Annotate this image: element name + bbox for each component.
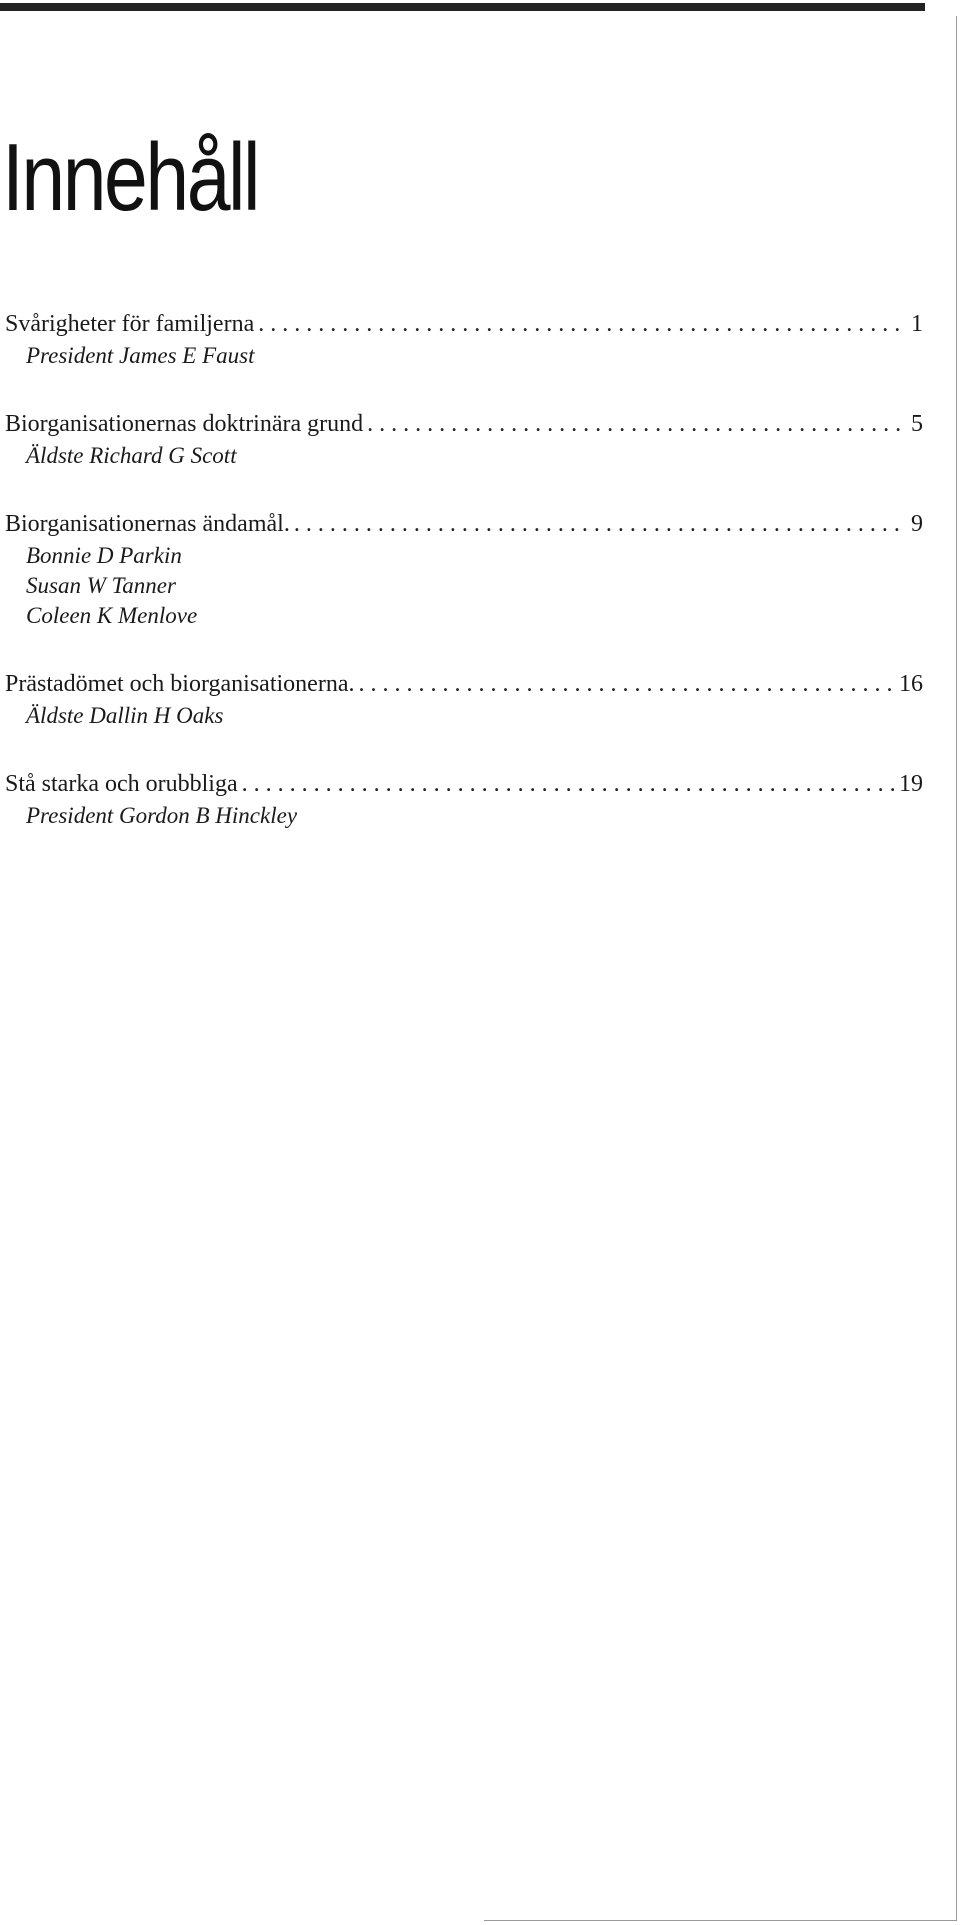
toc-page-number: 19 [899,771,923,797]
dot-leader [367,407,907,441]
toc-page-number: 16 [899,671,923,697]
toc-entry-line [5,507,923,541]
dot-leader [294,507,907,541]
table-of-contents [5,307,923,867]
page-title: Innehåll [2,124,259,231]
toc-entry-line [5,407,923,441]
page-edge-right [956,16,957,1921]
toc-entry-authors [5,441,923,471]
toc-page-number: 5 [911,411,923,437]
toc-entry-line [5,307,923,341]
toc-entry[interactable] [5,667,923,731]
toc-entry-title: Biorganisationernas ändamål. [5,511,290,537]
toc-entry-title: Prästadömet och biorganisationerna. [5,671,355,697]
toc-entry-authors [5,801,923,831]
page-edge-bottom [484,1920,956,1921]
toc-page-number: 1 [911,311,923,337]
toc-entry-author: President James E Faust [26,343,255,368]
toc-entry-line [5,767,923,801]
toc-entry[interactable] [5,767,923,831]
toc-entry-author: Äldste Richard G Scott [26,443,237,468]
toc-entry[interactable] [5,507,923,631]
toc-entry-author: Susan W Tanner [26,573,176,598]
toc-entry-line [5,667,923,701]
dot-leader [358,667,895,701]
toc-entry-title: Stå starka och orubbliga [5,771,238,797]
toc-entry-title: Svårigheter för familjerna [5,311,255,337]
toc-entry[interactable] [5,307,923,371]
toc-entry-author: Bonnie D Parkin [26,543,182,568]
toc-page-number: 9 [911,511,923,537]
toc-entry-title: Biorganisationernas doktrinära grund [5,411,364,437]
dot-leader [242,767,895,801]
toc-entry-authors [5,701,923,731]
toc-entry[interactable] [5,407,923,471]
toc-entry-authors [5,341,923,371]
toc-entry-author: Äldste Dallin H Oaks [26,703,224,728]
top-rule [0,3,925,11]
toc-entry-author: Coleen K Menlove [26,603,198,628]
dot-leader [258,307,907,341]
toc-entry-authors [5,541,923,631]
toc-entry-author: President Gordon B Hinckley [26,803,298,828]
